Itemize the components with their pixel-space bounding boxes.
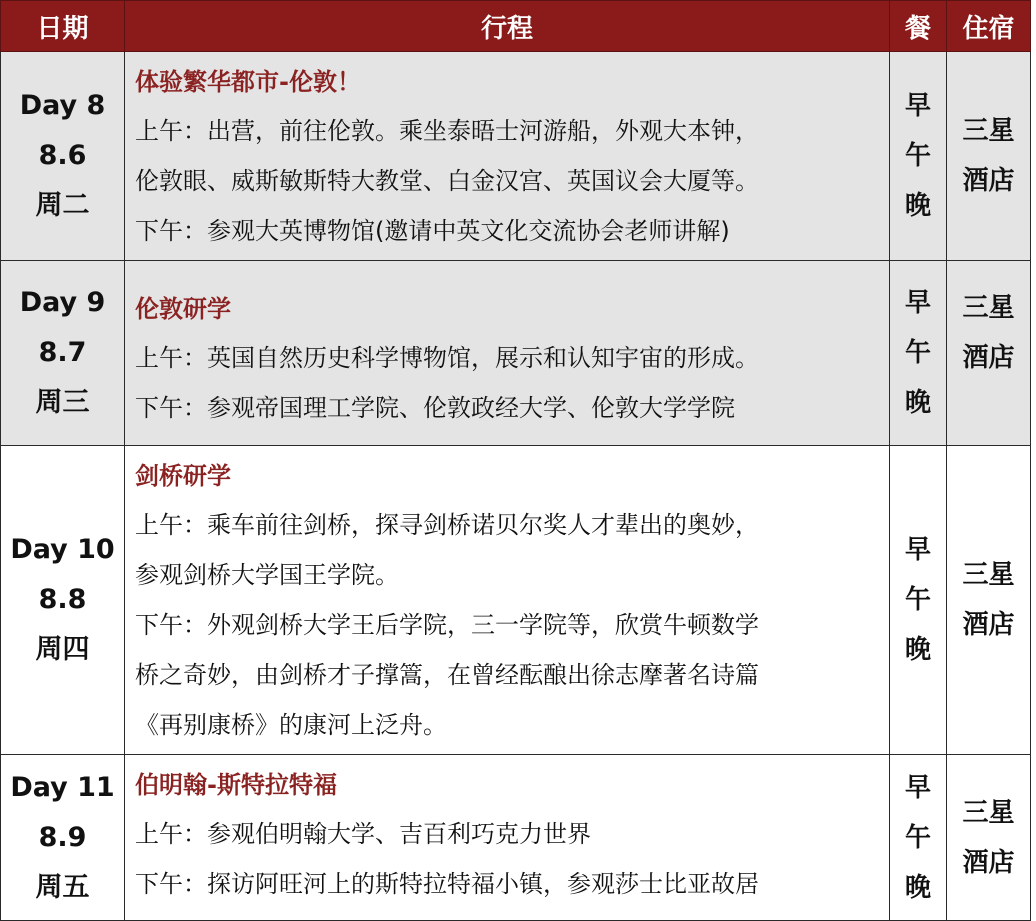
itinerary-cell bbox=[125, 755, 890, 921]
itinerary-title: 伯明翰-斯特拉特福 bbox=[135, 771, 337, 799]
itinerary-cell bbox=[125, 52, 890, 261]
weekday-label: 周三 bbox=[35, 387, 90, 418]
itinerary-line: 《再别康桥》的康河上泛舟。 bbox=[135, 711, 447, 739]
meal-breakfast: 早 bbox=[904, 535, 931, 565]
table-row-day-11 bbox=[1, 755, 1031, 921]
table-row-day-10 bbox=[1, 446, 1031, 755]
meal-lunch: 午 bbox=[904, 338, 931, 368]
lodging-cell bbox=[947, 52, 1031, 261]
meal-dinner: 晚 bbox=[904, 388, 931, 418]
lodging-cell bbox=[947, 755, 1031, 921]
header-row bbox=[1, 1, 1031, 52]
weekday-label: 周五 bbox=[35, 872, 90, 903]
lodging-line: 酒店 bbox=[962, 343, 1015, 373]
day-label: Day 10 bbox=[10, 534, 115, 565]
meal-lunch: 午 bbox=[904, 823, 931, 853]
itinerary-line: 桥之奇妙，由剑桥才子撑篙，在曾经酝酿出徐志摩著名诗篇 bbox=[135, 661, 759, 689]
lodging-cell bbox=[947, 446, 1031, 755]
day-label: Day 9 bbox=[19, 287, 106, 318]
date-cell bbox=[1, 446, 125, 755]
itinerary-line: 下午：参观大英博物馆(邀请中英文化交流协会老师讲解) bbox=[135, 217, 730, 245]
meal-lunch: 午 bbox=[904, 585, 931, 615]
lodging-line: 三星 bbox=[962, 116, 1015, 146]
meal-breakfast: 早 bbox=[904, 288, 931, 318]
date-cell bbox=[1, 261, 125, 446]
table-row-day-9 bbox=[1, 261, 1031, 446]
date-cell bbox=[1, 52, 125, 261]
itinerary-cell bbox=[125, 446, 890, 755]
itinerary-title: 剑桥研学 bbox=[135, 462, 231, 490]
itinerary-line: 上午：参观伯明翰大学、吉百利巧克力世界 bbox=[135, 820, 591, 848]
weekday-label: 周二 bbox=[35, 190, 90, 221]
meal-cell bbox=[890, 755, 947, 921]
meal-cell bbox=[890, 52, 947, 261]
lodging-line: 酒店 bbox=[962, 610, 1015, 640]
meal-dinner: 晚 bbox=[904, 873, 931, 903]
header-lodging: 住宿 bbox=[947, 1, 1031, 52]
itinerary-title: 伦敦研学 bbox=[135, 295, 231, 323]
itinerary-line: 参观剑桥大学国王学院。 bbox=[135, 561, 399, 589]
meal-cell bbox=[890, 261, 947, 446]
date-label: 8.6 bbox=[38, 140, 87, 171]
meal-dinner: 晚 bbox=[904, 635, 931, 665]
meal-cell bbox=[890, 446, 947, 755]
lodging-line: 三星 bbox=[962, 560, 1015, 590]
lodging-cell bbox=[947, 261, 1031, 446]
lodging-line: 酒店 bbox=[962, 166, 1015, 196]
meal-breakfast: 早 bbox=[904, 773, 931, 803]
meal-lunch: 午 bbox=[904, 141, 931, 171]
date-cell bbox=[1, 755, 125, 921]
itinerary-line: 上午：英国自然历史科学博物馆，展示和认知宇宙的形成。 bbox=[135, 344, 759, 372]
itinerary-line: 下午：参观帝国理工学院、伦敦政经大学、伦敦大学学院 bbox=[135, 394, 735, 422]
meal-breakfast: 早 bbox=[904, 91, 931, 121]
header-date: 日期 bbox=[1, 1, 125, 52]
lodging-line: 三星 bbox=[962, 293, 1015, 323]
header-meal: 餐 bbox=[890, 1, 947, 52]
date-label: 8.7 bbox=[38, 337, 87, 368]
table-row-day-8 bbox=[1, 52, 1031, 261]
itinerary-line: 下午：探访阿旺河上的斯特拉特福小镇，参观莎士比亚故居 bbox=[135, 870, 759, 898]
itinerary-cell bbox=[125, 261, 890, 446]
itinerary-line: 上午：出营，前往伦敦。乘坐泰晤士河游船，外观大本钟， bbox=[135, 117, 759, 145]
meal-dinner: 晚 bbox=[904, 191, 931, 221]
weekday-label: 周四 bbox=[35, 634, 90, 665]
lodging-line: 酒店 bbox=[962, 848, 1015, 878]
itinerary-line: 伦敦眼、威斯敏斯特大教堂、白金汉宫、英国议会大厦等。 bbox=[135, 167, 759, 195]
date-label: 8.8 bbox=[38, 584, 87, 615]
itinerary-line: 下午：外观剑桥大学王后学院，三一学院等，欣赏牛顿数学 bbox=[135, 611, 759, 639]
itinerary-title: 体验繁华都市-伦敦！ bbox=[135, 68, 361, 96]
day-label: Day 11 bbox=[10, 772, 115, 803]
itinerary-line: 上午：乘车前往剑桥，探寻剑桥诺贝尔奖人才辈出的奥妙， bbox=[135, 511, 759, 539]
lodging-line: 三星 bbox=[962, 798, 1015, 828]
header-itinerary: 行程 bbox=[125, 1, 890, 52]
date-label: 8.9 bbox=[38, 822, 87, 853]
day-label: Day 8 bbox=[19, 90, 106, 121]
